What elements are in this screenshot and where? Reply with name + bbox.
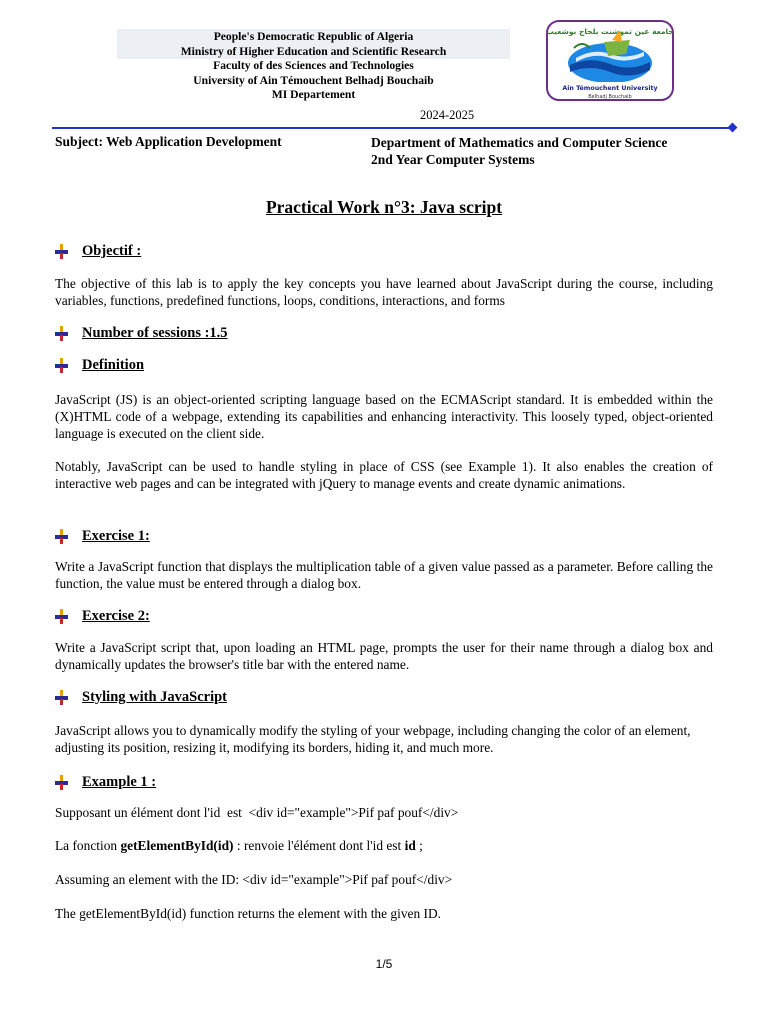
heading-label: Styling with JavaScript	[82, 689, 228, 705]
objective-text: The objective of this lab is to apply the key concepts you have learned about JavaScript during the course, including variables, functions, predefined functions, loops, conditions, interactions, and forms	[55, 276, 713, 308]
logo-arabic-text: جامعة عين تموشنت بلحاج بوشعيب	[546, 27, 674, 36]
heading-label: Exercise 2:	[82, 608, 150, 624]
department-name: Department of Mathematics and Computer Science	[371, 135, 668, 150]
cross-bullet-icon	[55, 690, 68, 705]
university-logo	[546, 20, 674, 101]
cross-bullet-icon	[55, 529, 68, 544]
param-name: id	[404, 838, 416, 853]
section-heading-exercise-2	[55, 608, 150, 625]
heading-label: Definition	[82, 357, 145, 373]
header-line: Faculty of des Sciences and Technologies	[213, 59, 414, 72]
header-line: MI Departement	[271, 88, 356, 101]
divider-diamond-icon	[728, 123, 738, 133]
heading-label: Example 1 :	[82, 774, 157, 790]
example-text: La fonction	[55, 838, 121, 853]
header-line: People's Democratic Republic of Algeria	[213, 30, 414, 43]
cross-bullet-icon	[55, 358, 68, 373]
section-heading-objective	[55, 243, 141, 260]
section-heading-sessions	[55, 325, 228, 342]
example-line-2	[55, 838, 423, 854]
definition-paragraph-1: JavaScript (JS) is an object-oriented scripting language based on the ECMAScript standard. It is embedded within the (X)HTML code of a webpage, extending its capabilities and enhancing interactivity. This loosely typed, object-oriented language is executed on the client side.	[55, 392, 713, 441]
academic-year: 2024-2025	[420, 108, 475, 122]
example-text: : renvoie l'élément dont l'id est	[233, 838, 405, 853]
section-heading-definition	[55, 357, 144, 374]
page-number: 1/5	[375, 957, 393, 971]
heading-label: Number of sessions :1.5	[82, 325, 228, 341]
institution-header	[117, 30, 510, 103]
example-line-4: The getElementById(id) function returns the element with the given ID.	[55, 906, 441, 921]
exercise-1-text: Write a JavaScript function that displays the multiplication table of a given value passed as a parameter. Before calling the function, the value must be entered through a dialog box.	[55, 559, 713, 591]
section-heading-styling	[55, 689, 227, 706]
section-heading-example-1	[55, 774, 156, 791]
cross-bullet-icon	[55, 244, 68, 259]
example-line-3: Assuming an element with the ID: <div id="example">Pif paf pouf</div>	[55, 872, 453, 887]
header-line: Ministry of Higher Education and Scientific Research	[180, 44, 447, 58]
logo-sub-label: Belhadj Bouchaib	[588, 94, 632, 100]
example-text: ;	[415, 838, 423, 853]
page-title: Practical Work n°3: Java script	[265, 197, 503, 217]
cross-bullet-icon	[55, 326, 68, 341]
heading-label: Objectif :	[82, 243, 142, 259]
example-line-1: Supposant un élément dont l'id est <div id="example">Pif paf pouf</div>	[55, 805, 459, 820]
styling-text: JavaScript allows you to dynamically modify the styling of your webpage, including changing the color of an element, adjusting its position, resizing it, modifying its borders, hiding it, and much more.	[55, 723, 691, 755]
heading-label: Exercise 1:	[82, 528, 150, 544]
cross-bullet-icon	[55, 775, 68, 790]
function-name: getElementById(id)	[120, 838, 234, 853]
year-level: 2nd Year Computer Systems	[371, 152, 535, 167]
header-divider	[52, 127, 732, 129]
department-info	[371, 134, 667, 168]
logo-university-label: Ain Témouchent University	[562, 85, 658, 92]
definition-paragraph-2: Notably, JavaScript can be used to handle styling in place of CSS (see Example 1). It also enables the creation of interactive web pages and can be integrated with jQuery to manage events and create dynamic animations.	[55, 459, 713, 491]
exercise-2-text: Write a JavaScript script that, upon loading an HTML page, prompts the user for their name through a dialog box and dynamically updates the browser's title bar with the entered name.	[55, 640, 713, 672]
header-line: University of Ain Témouchent Belhadj Bouchaib	[193, 73, 434, 87]
subject-label: Subject: Web Application Development	[55, 134, 282, 149]
cross-bullet-icon	[55, 609, 68, 624]
section-heading-exercise-1	[55, 528, 150, 545]
